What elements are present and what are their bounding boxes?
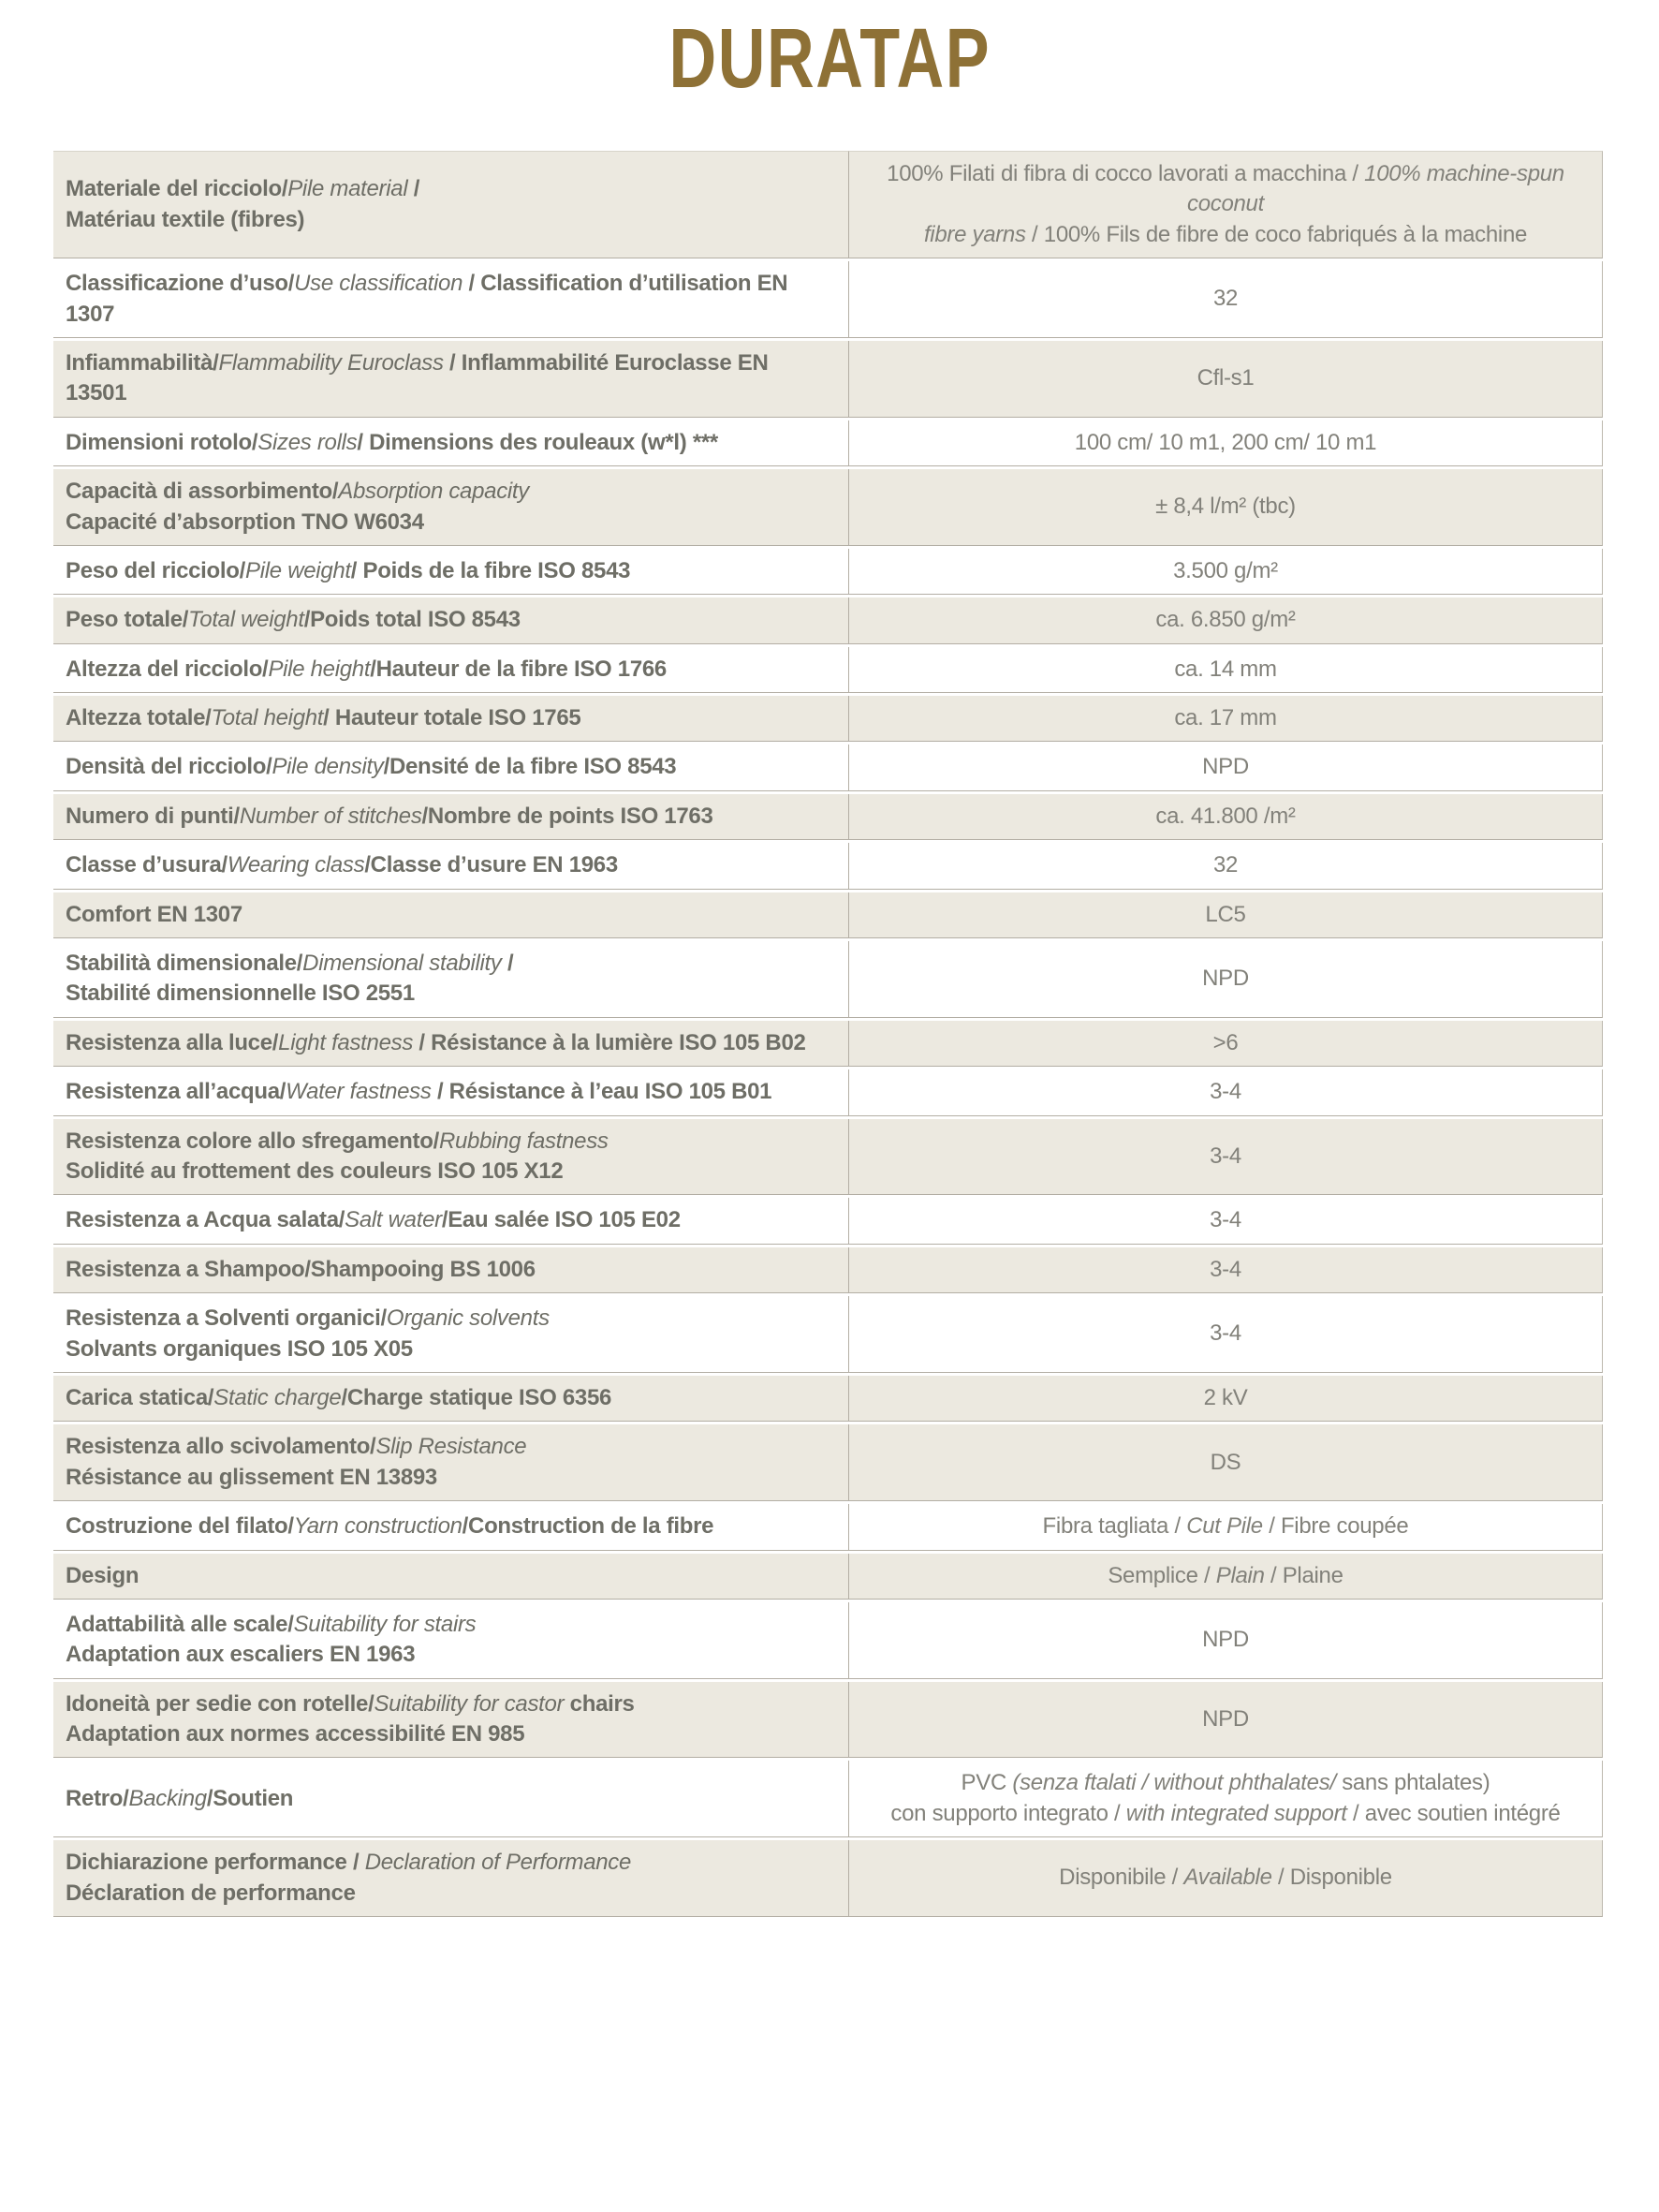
row-label: Resistenza a Acqua salata/Salt water/Eau salée ISO 105 E02 bbox=[53, 1198, 849, 1244]
table-row bbox=[53, 647, 1603, 693]
row-label: Retro/Backing/Soutien bbox=[53, 1761, 849, 1837]
row-value: 3-4 bbox=[849, 1069, 1603, 1115]
table-row bbox=[53, 261, 1603, 338]
row-label: Dichiarazione performance / Declaration of Performance Déclaration de performance bbox=[53, 1840, 849, 1917]
table-row bbox=[53, 892, 1603, 938]
table-row bbox=[53, 1424, 1603, 1501]
table-row bbox=[53, 1602, 1603, 1679]
page-title: DURATAP bbox=[668, 12, 991, 106]
table-row bbox=[53, 941, 1603, 1018]
row-value: 3-4 bbox=[849, 1296, 1603, 1373]
row-label: Stabilità dimensionale/Dimensional stability / Stabilité dimensionnelle ISO 2551 bbox=[53, 941, 849, 1018]
row-value: NPD bbox=[849, 745, 1603, 790]
row-label: Classificazione d’uso/Use classification / Classification d’utilisation EN 1307 bbox=[53, 261, 849, 338]
row-label: Carica statica/Static charge/Charge statique ISO 6356 bbox=[53, 1376, 849, 1422]
table-row bbox=[53, 1296, 1603, 1373]
row-value: 100 cm/ 10 m1, 200 cm/ 10 m1 bbox=[849, 420, 1603, 466]
row-value: Cfl-s1 bbox=[849, 341, 1603, 418]
row-value: 32 bbox=[849, 843, 1603, 889]
table-row bbox=[53, 469, 1603, 546]
row-value: Disponibile / Available / Disponible bbox=[849, 1840, 1603, 1917]
row-value: NPD bbox=[849, 1602, 1603, 1679]
table-row bbox=[53, 549, 1603, 595]
table-row bbox=[53, 151, 1603, 258]
row-label: Resistenza colore allo sfregamento/Rubbing fastness Solidité au frottement des couleurs ISO 105 X12 bbox=[53, 1119, 849, 1196]
row-label: Numero di punti/Number of stitches/Nombre de points ISO 1763 bbox=[53, 794, 849, 840]
row-value: ± 8,4 l/m² (tbc) bbox=[849, 469, 1603, 546]
table-row bbox=[53, 745, 1603, 790]
row-value: Semplice / Plain / Plaine bbox=[849, 1554, 1603, 1600]
row-value: 100% Filati di fibra di cocco lavorati a macchina / 100% machine-spun coconut fibre yarns / 100% Fils de fibre de coco fabriqués à la machine bbox=[849, 151, 1603, 258]
row-label: Classe d’usura/Wearing class/Classe d’usure EN 1963 bbox=[53, 843, 849, 889]
spec-table bbox=[53, 148, 1603, 1920]
row-value: 3.500 g/m² bbox=[849, 549, 1603, 595]
row-value: 32 bbox=[849, 261, 1603, 338]
table-row bbox=[53, 1119, 1603, 1196]
table-row bbox=[53, 1761, 1603, 1837]
row-value: PVC (senza ftalati / without phthalates/ sans phtalates) con supporto integrato / with integrated support / avec soutien intégré bbox=[849, 1761, 1603, 1837]
row-label: Altezza totale/Total height/ Hauteur totale ISO 1765 bbox=[53, 696, 849, 742]
row-label: Resistenza a Solventi organici/Organic solvents Solvants organiques ISO 105 X05 bbox=[53, 1296, 849, 1373]
row-value: ca. 17 mm bbox=[849, 696, 1603, 742]
table-row bbox=[53, 1504, 1603, 1550]
row-value: ca. 41.800 /m² bbox=[849, 794, 1603, 840]
row-value: ca. 6.850 g/m² bbox=[849, 597, 1603, 643]
row-label: Resistenza allo scivolamento/Slip Resistance Résistance au glissement EN 13893 bbox=[53, 1424, 849, 1501]
header bbox=[0, 0, 1659, 111]
table-row bbox=[53, 420, 1603, 466]
table-row bbox=[53, 1069, 1603, 1115]
row-label: Altezza del ricciolo/Pile height/Hauteur de la fibre ISO 1766 bbox=[53, 647, 849, 693]
table-row bbox=[53, 1682, 1603, 1759]
table-row bbox=[53, 843, 1603, 889]
row-label: Peso del ricciolo/Pile weight/ Poids de la fibre ISO 8543 bbox=[53, 549, 849, 595]
row-label: Materiale del ricciolo/Pile material / Matériau textile (fibres) bbox=[53, 151, 849, 258]
row-value: DS bbox=[849, 1424, 1603, 1501]
table-row bbox=[53, 1247, 1603, 1293]
row-label: Comfort EN 1307 bbox=[53, 892, 849, 938]
row-label: Resistenza all’acqua/Water fastness / Résistance à l’eau ISO 105 B01 bbox=[53, 1069, 849, 1115]
row-value: >6 bbox=[849, 1021, 1603, 1067]
row-label: Dimensioni rotolo/Sizes rolls/ Dimensions des rouleaux (w*l) *** bbox=[53, 420, 849, 466]
row-label: Peso totale/Total weight/Poids total ISO 8543 bbox=[53, 597, 849, 643]
table-row bbox=[53, 1198, 1603, 1244]
row-label: Idoneità per sedie con rotelle/Suitability for castor chairs Adaptation aux normes accessibilité EN 985 bbox=[53, 1682, 849, 1759]
row-value: NPD bbox=[849, 941, 1603, 1018]
spec-table-body bbox=[53, 151, 1603, 1917]
row-value: 3-4 bbox=[849, 1247, 1603, 1293]
table-row bbox=[53, 696, 1603, 742]
table-row bbox=[53, 1840, 1603, 1917]
row-label: Adattabilità alle scale/Suitability for stairs Adaptation aux escaliers EN 1963 bbox=[53, 1602, 849, 1679]
row-label: Design bbox=[53, 1554, 849, 1600]
table-row bbox=[53, 341, 1603, 418]
row-value: NPD bbox=[849, 1682, 1603, 1759]
table-row bbox=[53, 794, 1603, 840]
row-label: Densità del ricciolo/Pile density/Densité de la fibre ISO 8543 bbox=[53, 745, 849, 790]
row-label: Capacità di assorbimento/Absorption capacity Capacité d’absorption TNO W6034 bbox=[53, 469, 849, 546]
table-row bbox=[53, 1021, 1603, 1067]
row-label: Resistenza alla luce/Light fastness / Résistance à la lumière ISO 105 B02 bbox=[53, 1021, 849, 1067]
row-value: LC5 bbox=[849, 892, 1603, 938]
row-label: Infiammabilità/Flammability Euroclass / Inflammabilité Euroclasse EN 13501 bbox=[53, 341, 849, 418]
row-label: Costruzione del filato/Yarn construction/Construction de la fibre bbox=[53, 1504, 849, 1550]
row-value: 3-4 bbox=[849, 1119, 1603, 1196]
table-row bbox=[53, 597, 1603, 643]
table-row bbox=[53, 1376, 1603, 1422]
row-value: 2 kV bbox=[849, 1376, 1603, 1422]
row-value: Fibra tagliata / Cut Pile / Fibre coupée bbox=[849, 1504, 1603, 1550]
table-row bbox=[53, 1554, 1603, 1600]
row-value: ca. 14 mm bbox=[849, 647, 1603, 693]
row-label: Resistenza a Shampoo/Shampooing BS 1006 bbox=[53, 1247, 849, 1293]
row-value: 3-4 bbox=[849, 1198, 1603, 1244]
